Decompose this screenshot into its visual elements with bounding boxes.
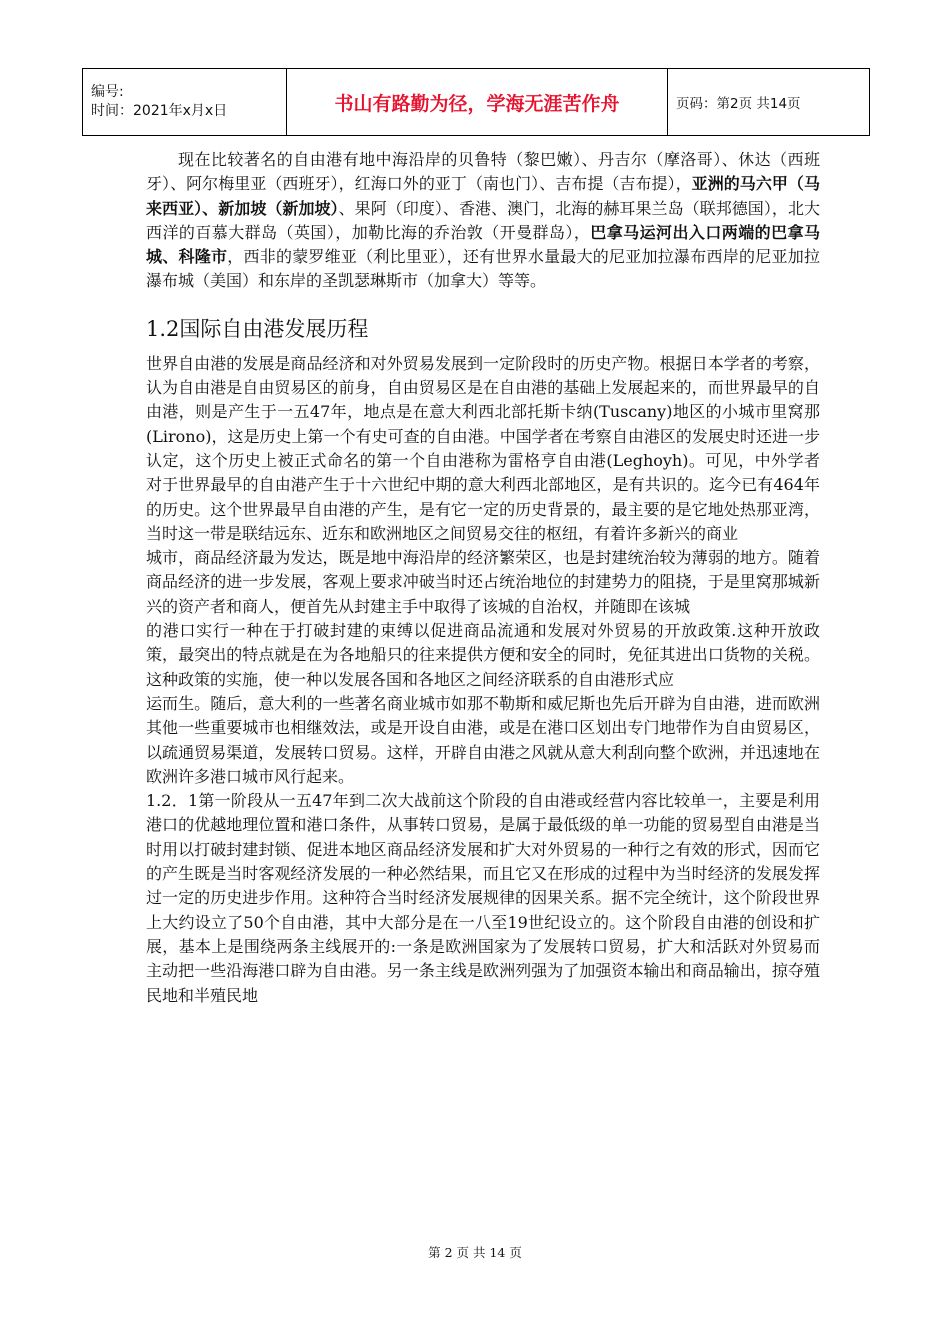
page-header <box>82 68 870 136</box>
body-paragraph: 运而生。随后，意大利的一些著名商业城市如那不勒斯和威尼斯也先后开辟为自由港，进而欧洲其他一些重要城市也相继效法，或是开设自由港，或是在港口区划出专门地带作为自由贸易区，以疏通贸易渠道，发展转口贸易。这样，开辟自由港之风就从意大利刮向整个欧洲，并迅速地在欧洲许多港口城市风行起来。 <box>146 693 820 786</box>
header-motto: 书山有路勤为径，学海无涯苦作舟 <box>287 69 668 136</box>
document-time-label: 时间：2021年x月x日 <box>91 103 228 119</box>
body-paragraph: 世界自由港的发展是商品经济和对外贸易发展到一定阶段时的历史产物。根据日本学者的考察，认为自由港是自由贸易区的前身，自由贸易区是在自由港的基础上发展起来的，而世界最早的自由港，则是产生于一五47年，地点是在意大利西北部托斯卡纳(Tuscany)地区的小城市里窝那(Lirono)，这是历史上第一个有史可查的自由港。中国学者在考察自由港区的发展史时还进一步认定，这个历史上被正式命名的第一个自由港称为雷格亨自由港(Leghoyh)。可见，中外学者对于世界最早的自由港产生于十六世纪中期的意大利西北部地区，是有共识的。迄今已有464年的历史。这个世界最早自由港的产生，是有它一定的历史背景的，最主要的是它地处热那亚湾，当时这一带是联结远东、近东和欧洲地区之间贸易交往的枢纽，有着许多新兴的商业 <box>146 353 820 543</box>
document-body <box>146 148 820 1008</box>
body-paragraph: 的港口实行一种在于打破封建的束缚以促进商品流通和发展对外贸易的开放政策.这种开放政策，最突出的特点就是在为各地船只的往来提供方便和安全的同时，免征其进出口货物的关税。这种政策的实施，使一种以发展各国和各地区之间经济联系的自由港形式应 <box>146 621 820 689</box>
intro-text-1: 现在比较著名的自由港有地中海沿岸的贝鲁特（黎巴嫩）、丹吉尔（摩洛哥）、休达（西班牙）、阿尔梅里亚（西班牙），红海口外的亚丁（南也门）、吉布提（吉布提）， <box>146 150 820 194</box>
section-heading: 1.2国际自由港发展历程 <box>146 316 369 341</box>
header-meta-cell <box>83 69 287 136</box>
body-paragraph: 城市，商品经济最为发达，既是地中海沿岸的经济繁荣区，也是封建统治较为薄弱的地方。随着商品经济的进一步发展，客观上要求冲破当时还占统治地位的封建势力的阻挠，于是里窝那城新兴的资产者和商人，便首先从封建主手中取得了该城的自治权，并随即在该城 <box>146 548 820 616</box>
intro-text-2: 、果阿（印度）、香港、澳门，北海的赫耳果兰岛（联邦德国），北大西洋的百慕大群岛（英国），加勒比海的乔治敦（开曼群岛）， <box>146 198 820 242</box>
page-footer: 第 2 页 共 14 页 <box>428 1245 522 1260</box>
intro-paragraph <box>146 148 820 294</box>
intro-text-3: ，西非的蒙罗维亚（利比里亚），还有世界水量最大的尼亚加拉瀑布西岸的尼亚加拉瀑布城（美国）和东岸的圣凯瑟琳斯市（加拿大）等等。 <box>146 247 820 291</box>
intro-bold-asia-ports: 亚洲的马六甲（马来西亚）、新加坡（新加坡） <box>146 174 820 218</box>
header-page-info: 页码：第2页 共14页 <box>668 69 870 136</box>
body-paragraph: 1.2．1第一阶段从一五47年到二次大战前这个阶段的自由港或经营内容比较单一，主要是利用港口的优越地理位置和港口条件，从事转口贸易，是属于最低级的单一功能的贸易型自由港是当时用以打破封建封锁、促进本地区商品经济发展和扩大对外贸易的一种行之有效的形式，因而它的产生既是当时客观经济发展的一种必然结果，而且它又在形成的过程中为当时经济的发展发挥过一定的历史进步作用。这种符合当时经济发展规律的因果关系。据不完全统计，这个阶段世界上大约设立了50个自由港，其中大部分是在一八至19世纪设立的。这个阶段自由港的创设和扩展，基本上是围绕两条主线展开的:一条是欧洲国家为了发展转口贸易，扩大和活跃对外贸易而主动把一些沿海港口辟为自由港。另一条主线是欧洲列强为了加强资本输出和商品输出，掠夺殖民地和半殖民地 <box>146 791 820 1005</box>
intro-bold-panama-ports: 巴拿马运河出入口两端的巴拿马城、科隆市 <box>146 222 820 267</box>
document-number-label: 编号: <box>91 84 124 100</box>
